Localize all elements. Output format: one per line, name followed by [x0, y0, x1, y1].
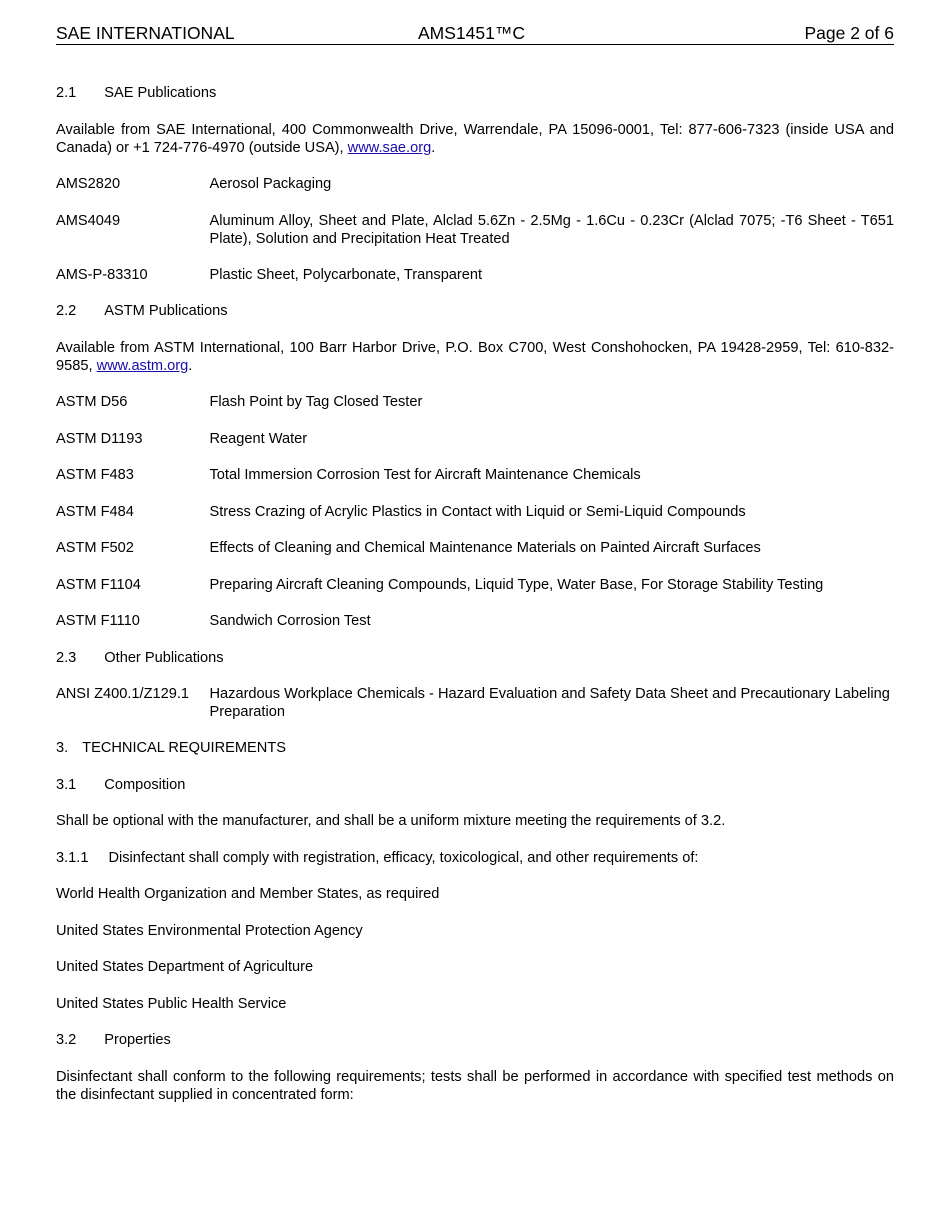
reference-code: ASTM F502 [56, 540, 134, 556]
reference-item [56, 503, 894, 521]
reference-code: ASTM F483 [56, 467, 134, 483]
reference-title: Preparing Aircraft Cleaning Compounds, Liquid Type, Water Base, For Storage Stability Testing [209, 577, 824, 593]
astm-website-link[interactable]: www.astm.org [96, 358, 189, 374]
reference-title: Effects of Cleaning and Chemical Maintenance Materials on Painted Aircraft Surfaces [209, 540, 761, 556]
sae-website-link[interactable]: www.sae.org [347, 140, 432, 156]
agency-item: United States Public Health Service [56, 996, 287, 1012]
reference-code: ANSI Z400.1/Z129.1 [56, 686, 190, 702]
reference-code: AMS2820 [56, 176, 121, 192]
reference-item [56, 266, 894, 284]
section-number: 3.1 [56, 777, 77, 793]
reference-code: ASTM F1104 [56, 577, 141, 593]
sae-availability-paragraph: Available from SAE International, 400 Commonwealth Drive, Warrendale, PA 15096-0001, Tel: 877-606-7323 (inside USA and Canada) or +1 724-776-4970 (outside USA), www.sae.org. [56, 122, 894, 156]
section-title: ASTM Publications [104, 303, 228, 319]
reference-title: Stress Crazing of Acrylic Plastics in Contact with Liquid or Semi-Liquid Compounds [209, 504, 746, 520]
section-title: TECHNICAL REQUIREMENTS [82, 740, 286, 756]
section-3-heading [56, 739, 894, 757]
section-number: 3. [56, 740, 69, 756]
section-title: Composition [104, 777, 186, 793]
section-number: 3.2 [56, 1032, 77, 1048]
agency-item: United States Department of Agriculture [56, 959, 314, 975]
section-number: 2.2 [56, 303, 77, 319]
reference-item [56, 393, 894, 411]
section-number: 3.1.1 [56, 850, 89, 866]
header-page-number: Page 2 of 6 [804, 23, 894, 43]
reference-code: ASTM F484 [56, 504, 134, 520]
reference-item [56, 175, 894, 193]
section-2-3-heading [56, 649, 894, 667]
section-title: Properties [104, 1032, 171, 1048]
header-org: SAE INTERNATIONAL [56, 23, 235, 43]
header-doc-id: AMS1451™C [418, 23, 525, 43]
page-header [56, 22, 894, 45]
agency-item: United States Environmental Protection Agency [56, 923, 363, 939]
reference-code: AMS-P-83310 [56, 267, 148, 283]
reference-item [56, 612, 894, 630]
astm-availability-paragraph: Available from ASTM International, 100 Barr Harbor Drive, P.O. Box C700, West Conshohocken, PA 19428-2959, Tel: 610-832-9585, www.astm.org. [56, 340, 894, 374]
section-text: Disinfectant shall comply with registration, efficacy, toxicological, and other requirements of: [108, 850, 699, 866]
reference-title: Aluminum Alloy, Sheet and Plate, Alclad 5.6Zn - 2.5Mg - 1.6Cu - 0.23Cr (Alclad 7075; -T6 Sheet - T651 Plate), Solution and Precipitation Heat Treated [209, 213, 894, 247]
section-3-1-heading [56, 776, 894, 794]
reference-title: Aerosol Packaging [209, 176, 332, 192]
reference-item [56, 576, 894, 594]
reference-code: ASTM D1193 [56, 431, 143, 447]
reference-item [56, 685, 894, 721]
section-title: SAE Publications [104, 85, 217, 101]
reference-title: Hazardous Workplace Chemicals - Hazard Evaluation and Safety Data Sheet and Precautionary Labeling Preparation [209, 686, 890, 720]
reference-item [56, 430, 894, 448]
reference-item [56, 539, 894, 557]
reference-item [56, 466, 894, 484]
section-2-1-heading [56, 84, 894, 102]
composition-paragraph: Shall be optional with the manufacturer, and shall be a uniform mixture meeting the requirements of 3.2. [56, 813, 726, 829]
reference-title: Sandwich Corrosion Test [209, 613, 371, 629]
section-number: 2.1 [56, 85, 77, 101]
reference-title: Reagent Water [209, 431, 308, 447]
section-number: 2.3 [56, 650, 77, 666]
reference-title: Flash Point by Tag Closed Tester [209, 394, 423, 410]
section-3-1-1-paragraph [56, 849, 894, 867]
reference-item [56, 212, 894, 248]
agency-item: World Health Organization and Member States, as required [56, 886, 440, 902]
reference-code: AMS4049 [56, 213, 121, 229]
section-3-2-heading [56, 1031, 894, 1049]
reference-title: Plastic Sheet, Polycarbonate, Transparent [209, 267, 483, 283]
reference-code: ASTM D56 [56, 394, 128, 410]
section-title: Other Publications [104, 650, 224, 666]
reference-code: ASTM F1110 [56, 613, 140, 629]
section-2-2-heading [56, 302, 894, 320]
reference-title: Total Immersion Corrosion Test for Aircraft Maintenance Chemicals [209, 467, 641, 483]
properties-paragraph: Disinfectant shall conform to the following requirements; tests shall be performed in accordance with specified test methods on the disinfectant supplied in concentrated form: [56, 1069, 894, 1103]
